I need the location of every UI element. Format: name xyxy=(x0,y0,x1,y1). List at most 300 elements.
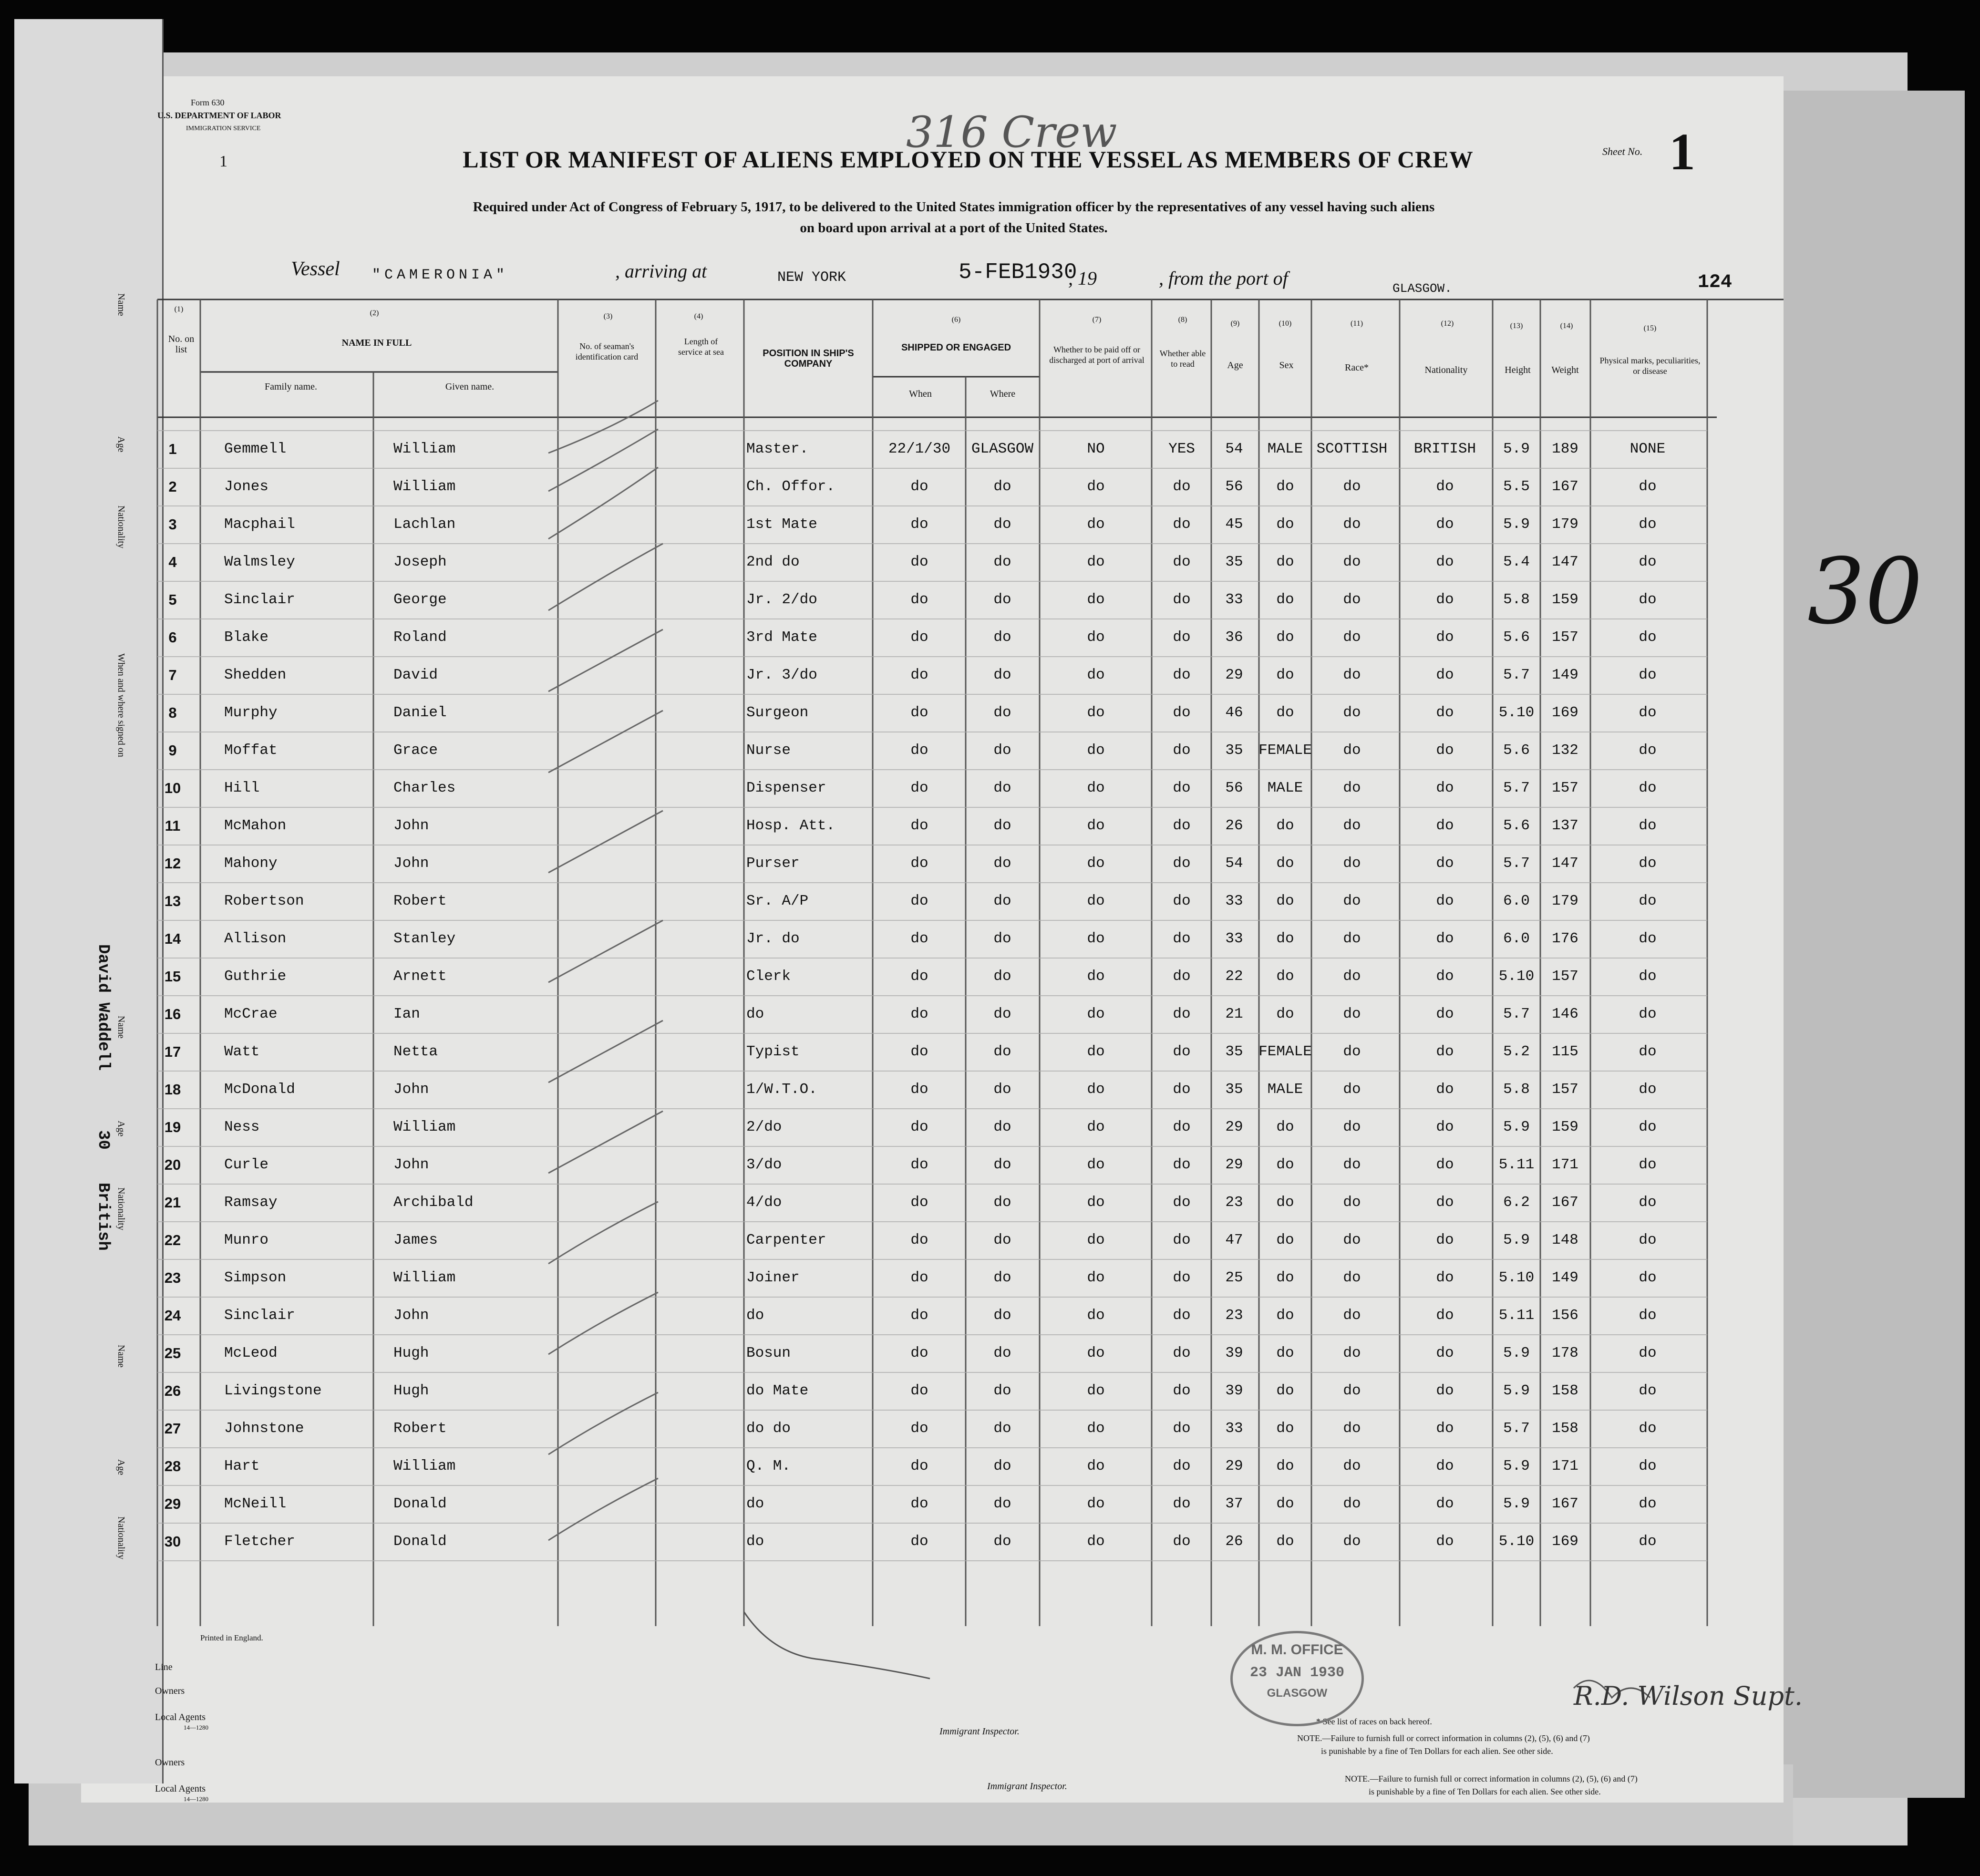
mm-office-stamp xyxy=(1230,1631,1364,1726)
col2-header: NAME IN FULL xyxy=(341,338,412,348)
col7-header: Whether to be paid off or discharged at port of arrival xyxy=(1049,345,1145,365)
able-to-read-cell: do xyxy=(1173,1420,1191,1437)
family-name-cell: Mahony xyxy=(224,855,278,872)
height-cell: 5.9 xyxy=(1503,516,1530,533)
shipped-where-cell: do xyxy=(993,591,1011,608)
age-cell: 54 xyxy=(1225,441,1243,457)
able-to-read-cell: do xyxy=(1173,817,1191,834)
position-cell: 2/do xyxy=(746,1119,782,1135)
row-number-cell: 13 xyxy=(164,893,181,909)
height-cell: 5.10 xyxy=(1498,1269,1535,1286)
weight-cell: 179 xyxy=(1552,516,1578,533)
immigrant-inspector-label-2: Immigrant Inspector. xyxy=(987,1781,1067,1792)
weight-cell: 156 xyxy=(1552,1307,1578,1324)
race-cell: do xyxy=(1343,855,1361,872)
family-name-cell: Sinclair xyxy=(224,1307,295,1324)
family-name-cell: Johnstone xyxy=(224,1420,304,1437)
family-name-cell: Curle xyxy=(224,1156,269,1173)
local-agents-label: Local Agents xyxy=(155,1712,206,1722)
weight-cell: 176 xyxy=(1552,930,1578,947)
race-cell: do xyxy=(1343,591,1361,608)
paid-off-cell: do xyxy=(1087,1533,1105,1550)
sex-cell: do xyxy=(1276,591,1294,608)
family-name-cell: Murphy xyxy=(224,704,278,721)
shipped-when-cell: do xyxy=(910,930,928,947)
shipped-when-cell: do xyxy=(910,1119,928,1135)
shipped-where-cell: do xyxy=(993,780,1011,796)
family-name-cell: Moffat xyxy=(224,742,278,759)
stub-nationality-label-2: Nationality xyxy=(116,1187,126,1230)
row-number-cell: 1 xyxy=(168,441,177,457)
given-name-cell: John xyxy=(393,817,429,834)
height-cell: 5.9 xyxy=(1503,1458,1530,1474)
immigrant-inspector-label: Immigrant Inspector. xyxy=(939,1726,1020,1737)
row-number-cell: 2 xyxy=(168,478,177,495)
physical-marks-cell: do xyxy=(1639,893,1657,909)
sex-cell: do xyxy=(1276,1307,1294,1324)
physical-marks-cell: do xyxy=(1639,780,1657,796)
col14-header: Weight xyxy=(1551,365,1579,375)
sex-cell: do xyxy=(1276,1495,1294,1512)
race-cell: do xyxy=(1343,1420,1361,1437)
physical-marks-cell: do xyxy=(1639,1119,1657,1135)
line-label: Line xyxy=(155,1662,173,1672)
shipped-when-cell: do xyxy=(910,1533,928,1550)
race-cell: do xyxy=(1343,1081,1361,1098)
height-cell: 5.7 xyxy=(1503,780,1530,796)
family-name-cell: McCrae xyxy=(224,1006,278,1022)
height-cell: 5.9 xyxy=(1503,1345,1530,1361)
family-name-cell: Guthrie xyxy=(224,968,287,985)
row-number-cell: 30 xyxy=(164,1533,181,1550)
paid-off-cell: do xyxy=(1087,817,1105,834)
shipped-where-cell: GLASGOW xyxy=(971,441,1034,457)
nationality-cell: do xyxy=(1436,1006,1454,1022)
row-number-cell: 11 xyxy=(165,817,181,834)
sex-cell: do xyxy=(1276,855,1294,872)
shipped-where-cell: do xyxy=(993,629,1011,646)
weight-cell: 159 xyxy=(1552,1119,1578,1135)
shipped-where-cell: do xyxy=(993,1081,1011,1098)
shipped-where-cell: do xyxy=(993,893,1011,909)
able-to-read-cell: YES xyxy=(1168,441,1195,457)
family-name-cell: Sinclair xyxy=(224,591,295,608)
nationality-cell: do xyxy=(1436,704,1454,721)
paid-off-cell: do xyxy=(1087,893,1105,909)
row-number-cell: 25 xyxy=(164,1345,181,1361)
shipped-where-cell: do xyxy=(993,855,1011,872)
nationality-cell: do xyxy=(1436,855,1454,872)
physical-marks-cell: do xyxy=(1639,1458,1657,1474)
given-name-cell: Archibald xyxy=(393,1194,474,1211)
physical-marks-cell: do xyxy=(1639,591,1657,608)
col6-number: (6) xyxy=(951,316,961,324)
physical-marks-cell: do xyxy=(1639,930,1657,947)
able-to-read-cell: do xyxy=(1173,1119,1191,1135)
sex-cell: do xyxy=(1276,1194,1294,1211)
sex-cell: do xyxy=(1276,817,1294,834)
able-to-read-cell: do xyxy=(1173,591,1191,608)
shipped-where-cell: do xyxy=(993,968,1011,985)
stub-age-value: 30 xyxy=(94,1130,112,1150)
col12-number: (12) xyxy=(1441,320,1454,328)
shipped-where-cell: do xyxy=(993,1194,1011,1211)
shipped-when-cell: do xyxy=(910,780,928,796)
physical-marks-cell: do xyxy=(1639,704,1657,721)
arriving-port: NEW YORK xyxy=(777,269,846,286)
nationality-cell: do xyxy=(1436,1269,1454,1286)
position-cell: Dispenser xyxy=(746,780,826,796)
given-name-cell: William xyxy=(393,441,456,457)
local-agents-label-2: Local Agents xyxy=(155,1783,206,1794)
position-cell: 1/W.T.O. xyxy=(746,1081,817,1098)
height-cell: 5.9 xyxy=(1503,1232,1530,1248)
shipped-where-cell: do xyxy=(993,704,1011,721)
position-cell: do xyxy=(746,1495,764,1512)
weight-cell: 171 xyxy=(1552,1156,1578,1173)
able-to-read-cell: do xyxy=(1173,1156,1191,1173)
sex-cell: do xyxy=(1276,930,1294,947)
race-cell: do xyxy=(1343,780,1361,796)
height-cell: 5.7 xyxy=(1503,1420,1530,1437)
family-name-cell: Shedden xyxy=(224,667,287,683)
able-to-read-cell: do xyxy=(1173,1232,1191,1248)
given-name-cell: John xyxy=(393,1307,429,1324)
paid-off-cell: do xyxy=(1087,1458,1105,1474)
height-cell: 5.8 xyxy=(1503,591,1530,608)
given-name-cell: Robert xyxy=(393,1420,447,1437)
height-cell: 6.2 xyxy=(1503,1194,1530,1211)
physical-marks-cell: do xyxy=(1639,1194,1657,1211)
stub-name-label-3: Name xyxy=(116,1345,126,1368)
nationality-cell: do xyxy=(1436,1119,1454,1135)
shipped-when-cell: do xyxy=(910,629,928,646)
superintendent-signature: R.D. Wilson Supt. xyxy=(1574,1681,1803,1711)
shipped-when-cell: do xyxy=(910,1382,928,1399)
from-port: GLASGOW. xyxy=(1392,281,1452,296)
age-cell: 26 xyxy=(1225,817,1243,834)
nationality-cell: do xyxy=(1436,1382,1454,1399)
paid-off-cell: do xyxy=(1087,1194,1105,1211)
given-name-cell: William xyxy=(393,1269,456,1286)
age-cell: 26 xyxy=(1225,1533,1243,1550)
sex-cell: do xyxy=(1276,1006,1294,1022)
col3-header: No. of seaman's identification card xyxy=(575,341,639,361)
sex-cell: do xyxy=(1276,478,1294,495)
physical-marks-cell: do xyxy=(1639,667,1657,683)
family-name-cell: McMahon xyxy=(224,817,287,834)
row-number-cell: 21 xyxy=(164,1194,181,1211)
stub-nationality-value: British xyxy=(94,1183,112,1251)
paid-off-cell: do xyxy=(1087,1043,1105,1060)
sex-cell: do xyxy=(1276,893,1294,909)
race-cell: do xyxy=(1343,516,1361,533)
row-number-cell: 15 xyxy=(164,968,181,985)
weight-cell: 179 xyxy=(1552,893,1578,909)
weight-cell: 157 xyxy=(1552,780,1578,796)
page-title: LIST OR MANIFEST OF ALIENS EMPLOYED ON THE VESSEL AS MEMBERS OF CREW xyxy=(463,146,1474,173)
sheet-number: 1 xyxy=(1669,123,1695,181)
paid-off-cell: do xyxy=(1087,1006,1105,1022)
given-name-cell: Grace xyxy=(393,742,438,759)
race-cell: do xyxy=(1343,1533,1361,1550)
physical-marks-cell: NONE xyxy=(1629,441,1666,457)
shipped-when-cell: do xyxy=(910,1307,928,1324)
col5-header: POSITION IN SHIP'S COMPANY xyxy=(763,348,854,369)
able-to-read-cell: do xyxy=(1173,1345,1191,1361)
shipped-when-cell: do xyxy=(910,704,928,721)
family-name-cell: Simpson xyxy=(224,1269,287,1286)
physical-marks-cell: do xyxy=(1639,554,1657,570)
position-cell: Purser xyxy=(746,855,800,872)
height-cell: 5.9 xyxy=(1503,441,1530,457)
able-to-read-cell: do xyxy=(1173,554,1191,570)
fine-note-line2: is punishable by a fine of Ten Dollars for each alien. See other side. xyxy=(1321,1746,1553,1756)
race-cell: do xyxy=(1343,478,1361,495)
stub-name-label-2: Name xyxy=(116,1016,126,1039)
row-number-cell: 5 xyxy=(168,591,177,608)
arriving-label: , arriving at xyxy=(615,260,707,282)
paid-off-cell: do xyxy=(1087,629,1105,646)
race-cell: do xyxy=(1343,1382,1361,1399)
stub-age-label-3: Age xyxy=(116,1459,126,1475)
age-cell: 35 xyxy=(1225,554,1243,570)
col8-header: Whether able to read xyxy=(1159,349,1206,369)
age-cell: 35 xyxy=(1225,1043,1243,1060)
col2-given-header: Given name. xyxy=(445,381,495,392)
sex-cell: do xyxy=(1276,1269,1294,1286)
position-cell: do do xyxy=(746,1420,791,1437)
height-cell: 5.9 xyxy=(1503,1495,1530,1512)
stamp-bottom: GLASGOW xyxy=(1267,1687,1328,1700)
paid-off-cell: do xyxy=(1087,1119,1105,1135)
col13-number: (13) xyxy=(1510,322,1523,330)
able-to-read-cell: do xyxy=(1173,855,1191,872)
height-cell: 5.6 xyxy=(1503,742,1530,759)
paid-off-cell: do xyxy=(1087,1232,1105,1248)
sex-cell: MALE xyxy=(1267,780,1303,796)
vessel-label: Vessel xyxy=(291,258,340,280)
age-cell: 21 xyxy=(1225,1006,1243,1022)
physical-marks-cell: do xyxy=(1639,1533,1657,1550)
age-cell: 56 xyxy=(1225,780,1243,796)
row-number-cell: 26 xyxy=(164,1382,181,1399)
position-cell: Joiner xyxy=(746,1269,800,1286)
position-cell: Jr. 2/do xyxy=(746,591,817,608)
weight-cell: 169 xyxy=(1552,704,1578,721)
shipped-when-cell: do xyxy=(910,1345,928,1361)
position-cell: Carpenter xyxy=(746,1232,826,1248)
row-number-cell: 16 xyxy=(164,1006,181,1022)
vessel-name: "CAMERONIA" xyxy=(372,267,509,283)
stamp-top: M. M. OFFICE xyxy=(1251,1642,1343,1658)
family-name-cell: Munro xyxy=(224,1232,269,1248)
shipped-where-cell: do xyxy=(993,1307,1011,1324)
row-number-cell: 14 xyxy=(164,930,181,947)
shipped-when-cell: do xyxy=(910,968,928,985)
nationality-cell: do xyxy=(1436,667,1454,683)
shipped-where-cell: do xyxy=(993,1232,1011,1248)
nationality-cell: do xyxy=(1436,1194,1454,1211)
row-number-cell: 9 xyxy=(168,742,177,759)
nationality-cell: do xyxy=(1436,742,1454,759)
paid-off-cell: do xyxy=(1087,968,1105,985)
col4-header: Length of service at sea xyxy=(678,337,724,357)
paid-off-cell: do xyxy=(1087,930,1105,947)
paid-off-cell: do xyxy=(1087,1307,1105,1324)
family-name-cell: Walmsley xyxy=(224,554,295,570)
able-to-read-cell: do xyxy=(1173,968,1191,985)
paid-off-cell: do xyxy=(1087,1495,1105,1512)
physical-marks-cell: do xyxy=(1639,817,1657,834)
col15-header: Physical marks, peculiarities, or disease xyxy=(1599,356,1701,376)
shipped-where-cell: do xyxy=(993,817,1011,834)
physical-marks-cell: do xyxy=(1639,516,1657,533)
sex-cell: do xyxy=(1276,1156,1294,1173)
family-name-cell: Watt xyxy=(224,1043,260,1060)
height-cell: 5.9 xyxy=(1503,1382,1530,1399)
race-cell: SCOTTISH xyxy=(1316,441,1388,457)
col9-header: Age xyxy=(1227,360,1243,371)
col6-header: SHIPPED OR ENGAGED xyxy=(901,342,1011,353)
race-cell: do xyxy=(1343,1307,1361,1324)
shipped-where-cell: do xyxy=(993,1495,1011,1512)
sheet-label: Sheet No. xyxy=(1602,145,1643,157)
physical-marks-cell: do xyxy=(1639,1232,1657,1248)
family-name-cell: Ramsay xyxy=(224,1194,278,1211)
col1-number: (1) xyxy=(174,305,184,313)
nationality-cell: BRITISH xyxy=(1413,441,1476,457)
given-name-cell: Robert xyxy=(393,893,447,909)
weight-cell: 157 xyxy=(1552,968,1578,985)
position-cell: Surgeon xyxy=(746,704,809,721)
weight-cell: 171 xyxy=(1552,1458,1578,1474)
family-name-cell: Robertson xyxy=(224,893,304,909)
age-cell: 33 xyxy=(1225,1420,1243,1437)
age-cell: 29 xyxy=(1225,1119,1243,1135)
family-name-cell: McDonald xyxy=(224,1081,295,1098)
stub-nationality-label-3: Nationality xyxy=(116,1516,126,1559)
given-name-cell: William xyxy=(393,478,456,495)
position-cell: Jr. do xyxy=(746,930,800,947)
row-number-cell: 17 xyxy=(164,1043,181,1060)
paid-off-cell: do xyxy=(1087,1081,1105,1098)
height-cell: 5.8 xyxy=(1503,1081,1530,1098)
shipped-when-cell: do xyxy=(910,855,928,872)
row-number-cell: 7 xyxy=(168,667,177,683)
shipped-when-cell: do xyxy=(910,817,928,834)
shipped-when-cell: do xyxy=(910,591,928,608)
age-cell: 29 xyxy=(1225,667,1243,683)
position-cell: 3/do xyxy=(746,1156,782,1173)
nationality-cell: do xyxy=(1436,893,1454,909)
nationality-cell: do xyxy=(1436,1307,1454,1324)
row-number-cell: 10 xyxy=(164,780,181,796)
paid-off-cell: do xyxy=(1087,591,1105,608)
shipped-where-cell: do xyxy=(993,1458,1011,1474)
nationality-cell: do xyxy=(1436,1420,1454,1437)
physical-marks-cell: do xyxy=(1639,1081,1657,1098)
sex-cell: do xyxy=(1276,1382,1294,1399)
from-port-label: , from the port of xyxy=(1159,268,1288,289)
paid-off-cell: NO xyxy=(1087,441,1105,457)
paid-off-cell: do xyxy=(1087,1156,1105,1173)
shipped-when-cell: 22/1/30 xyxy=(888,441,951,457)
nationality-cell: do xyxy=(1436,968,1454,985)
sex-cell: do xyxy=(1276,968,1294,985)
shipped-where-cell: do xyxy=(993,667,1011,683)
able-to-read-cell: do xyxy=(1173,478,1191,495)
nationality-cell: do xyxy=(1436,1232,1454,1248)
shipped-when-cell: do xyxy=(910,1006,928,1022)
able-to-read-cell: do xyxy=(1173,893,1191,909)
given-name-cell: James xyxy=(393,1232,438,1248)
given-name-cell: Donald xyxy=(393,1495,447,1512)
family-name-cell: Hill xyxy=(224,780,260,796)
col6-when-header: When xyxy=(909,389,932,399)
height-cell: 5.2 xyxy=(1503,1043,1530,1060)
age-cell: 45 xyxy=(1225,516,1243,533)
col2-family-header: Family name. xyxy=(265,381,317,392)
col13-header: Height xyxy=(1505,365,1531,375)
weight-cell: 167 xyxy=(1552,1194,1578,1211)
age-cell: 39 xyxy=(1225,1345,1243,1361)
col1-header: No. on list xyxy=(168,334,195,355)
shipped-where-cell: do xyxy=(993,1269,1011,1286)
shipped-where-cell: do xyxy=(993,554,1011,570)
row-number-cell: 8 xyxy=(168,704,177,721)
nationality-cell: do xyxy=(1436,1081,1454,1098)
able-to-read-cell: do xyxy=(1173,516,1191,533)
family-name-cell: Ness xyxy=(224,1119,260,1135)
shipped-where-cell: do xyxy=(993,1156,1011,1173)
age-cell: 33 xyxy=(1225,930,1243,947)
age-cell: 36 xyxy=(1225,629,1243,646)
able-to-read-cell: do xyxy=(1173,1043,1191,1060)
shipped-where-cell: do xyxy=(993,1119,1011,1135)
weight-cell: 189 xyxy=(1552,441,1578,457)
sex-cell: FEMALE xyxy=(1258,742,1312,759)
height-cell: 5.6 xyxy=(1503,629,1530,646)
position-cell: Bosun xyxy=(746,1345,791,1361)
able-to-read-cell: do xyxy=(1173,1081,1191,1098)
shipped-where-cell: do xyxy=(993,1533,1011,1550)
physical-marks-cell: do xyxy=(1639,1006,1657,1022)
paid-off-cell: do xyxy=(1087,554,1105,570)
age-cell: 33 xyxy=(1225,591,1243,608)
shipped-when-cell: do xyxy=(910,1043,928,1060)
row-number-cell: 27 xyxy=(164,1420,181,1437)
race-cell: do xyxy=(1343,893,1361,909)
shipped-when-cell: do xyxy=(910,1156,928,1173)
col15-number: (15) xyxy=(1643,324,1657,332)
height-cell: 5.4 xyxy=(1503,554,1530,570)
age-cell: 56 xyxy=(1225,478,1243,495)
age-cell: 33 xyxy=(1225,893,1243,909)
col8-number: (8) xyxy=(1178,316,1187,324)
family-name-cell: Allison xyxy=(224,930,287,947)
fine-note-line1-2: NOTE.—Failure to furnish full or correct information in columns (2), (5), (6) and (7) xyxy=(1345,1774,1638,1783)
height-cell: 5.10 xyxy=(1498,704,1535,721)
sex-cell: MALE xyxy=(1267,1081,1303,1098)
shipped-where-cell: do xyxy=(993,1043,1011,1060)
form-code: 14—1280 xyxy=(184,1724,208,1731)
position-cell: 3rd Mate xyxy=(746,629,817,646)
shipped-where-cell: do xyxy=(993,1420,1011,1437)
weight-cell: 149 xyxy=(1552,667,1578,683)
given-name-cell: Ian xyxy=(393,1006,420,1022)
height-cell: 5.7 xyxy=(1503,667,1530,683)
